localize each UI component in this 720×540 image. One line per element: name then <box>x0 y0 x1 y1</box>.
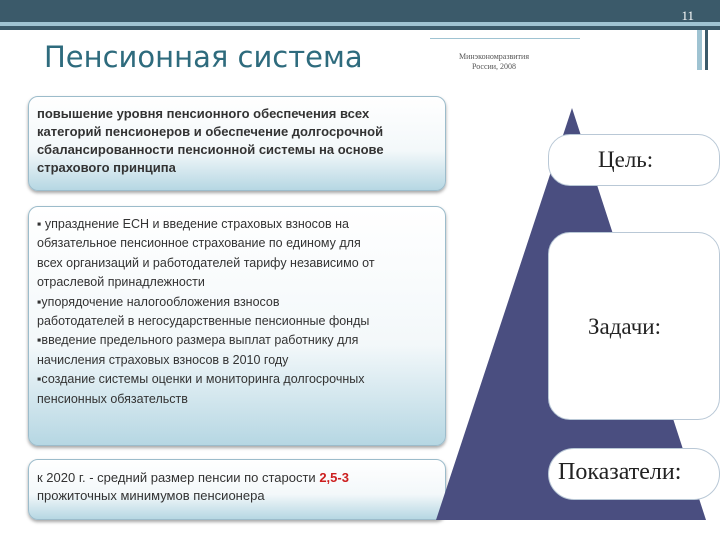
source-note-line: Минэкономразвития <box>458 52 529 61</box>
tasks-text-line: начисления страховых взносов в 2010 году <box>37 352 289 367</box>
source-note <box>430 52 558 72</box>
tasks-text-line: ▪введение предельного размера выплат работнику для <box>37 333 359 348</box>
indicators-text-line: прожиточных минимумов пенсионера <box>37 488 265 503</box>
tasks-text-line: отраслевой принадлежности <box>37 275 205 290</box>
page-number: 11 <box>681 8 694 23</box>
slide-title: Пенсионная система <box>44 40 363 74</box>
tasks-label: Задачи: <box>588 314 661 339</box>
header-rule <box>430 38 580 39</box>
goal-text-line: повышение уровня пенсионного обеспечения всех <box>37 106 370 121</box>
tasks-text-line: работодателей в негосударственные пенсионные фонды <box>37 314 370 329</box>
edge-accent-light <box>697 30 702 70</box>
indicators-text <box>37 469 437 505</box>
indicators-box <box>28 459 446 520</box>
indicators-value: 2,5-3 <box>319 470 349 485</box>
source-note-line: России, 2008 <box>471 62 517 71</box>
tasks-text-line: ▪ упразднение ЕСН и введение страховых взносов на <box>37 217 349 231</box>
indicators-text-line <box>37 469 437 487</box>
tasks-text-line: обязательное пенсионное страхование по единому для <box>37 236 361 251</box>
tasks-text-line: пенсионных обязательств <box>37 391 188 406</box>
tasks-box <box>28 206 446 446</box>
goal-text <box>37 105 437 177</box>
tasks-text <box>37 215 437 409</box>
goal-text-line: сбалансированности пенсионной системы на основе <box>37 142 384 157</box>
indicators-prefix: к 2020 г. - средний размер пенсии по старости <box>37 470 320 485</box>
goal-label: Цель: <box>598 147 654 172</box>
header-accent-strip <box>0 22 720 26</box>
indicators-label: Показатели: <box>558 459 682 485</box>
tasks-text-line: ▪создание системы оценки и мониторинга долгосрочных <box>37 372 365 387</box>
tasks-text-line: всех организаций и работодателей тарифу независимо от <box>37 255 375 270</box>
goal-text-line: категорий пенсионеров и обеспечение долгосрочной <box>37 124 384 139</box>
header-bar <box>0 0 720 30</box>
goal-text-line: страхового принципа <box>37 160 176 175</box>
tasks-text-line: ▪упорядочение налогообложения взносов <box>37 294 280 309</box>
goal-box <box>28 96 446 191</box>
edge-accent-dark <box>705 30 708 70</box>
